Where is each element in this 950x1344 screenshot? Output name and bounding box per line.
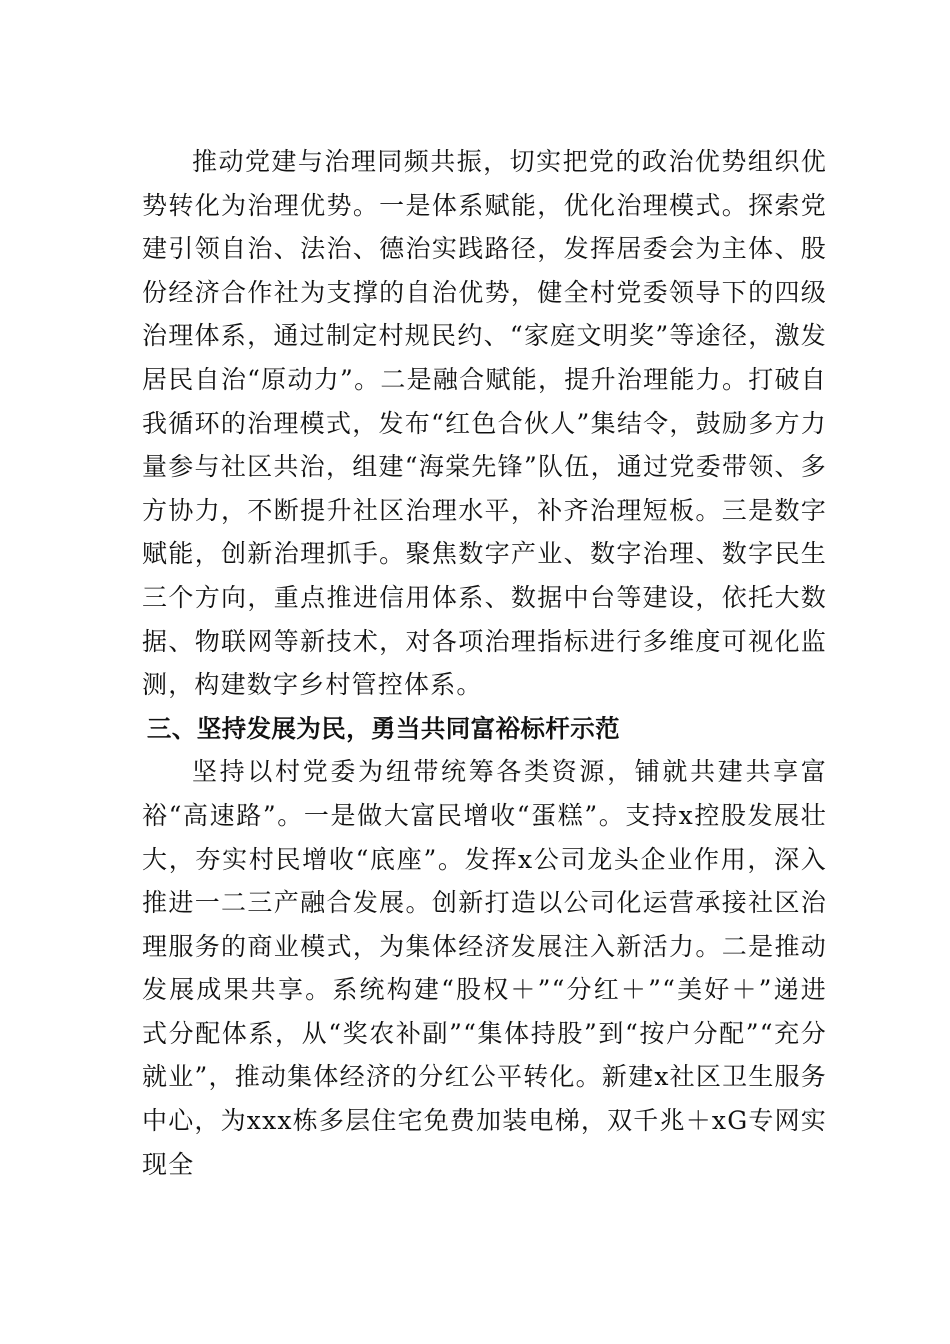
document-body bbox=[142, 140, 827, 1186]
paragraph-common-prosperity: 坚持以村党委为纽带统筹各类资源，铺就共建共享富裕“高速路”。一是做大富民增收“蛋糕”。支持x控股发展壮大，夯实村民增收“底座”。发挥x公司龙头企业作用，深入推进一二三产融合发展。创新打造以公司化运营承接社区治理服务的商业模式，为集体经济发展注入新活力。二是推动发展成果共享。系统构建“股权＋”“分红＋”“美好＋”递进式分配体系，从“奖农补副”“集体持股”到“按户分配”“充分就业”，推动集体经济的分红公平转化。新建x社区卫生服务中心，为xxx栋多层住宅免费加装电梯，双千兆＋xG专网实现全 bbox=[142, 757, 827, 1179]
paragraph-governance: 推动党建与治理同频共振，切实把党的政治优势组织优势转化为治理优势。一是体系赋能，优化治理模式。探索党建引领自治、法治、德治实践路径，发挥居委会为主体、股份经济合作社为支撑的自治优势，健全村党委领导下的四级治理体系，通过制定村规民约、“家庭文明奖”等途径，激发居民自治“原动力”。二是融合赋能，提升治理能力。打破自我循环的治理模式，发布“红色合伙人”集结令，鼓励多方力量参与社区共治，组建“海棠先锋”队伍，通过党委带领、多方协力，不断提升社区治理水平，补齐治理短板。三是数字赋能，创新治理抓手。聚焦数字产业、数字治理、数字民生三个方向，重点推进信用体系、数据中台等建设，依托大数据、物联网等新技术，对各项治理指标进行多维度可视化监测，构建数字乡村管控体系。 bbox=[142, 147, 827, 700]
section-heading: 三、坚持发展为民，勇当共同富裕标杆示范 bbox=[146, 713, 620, 743]
